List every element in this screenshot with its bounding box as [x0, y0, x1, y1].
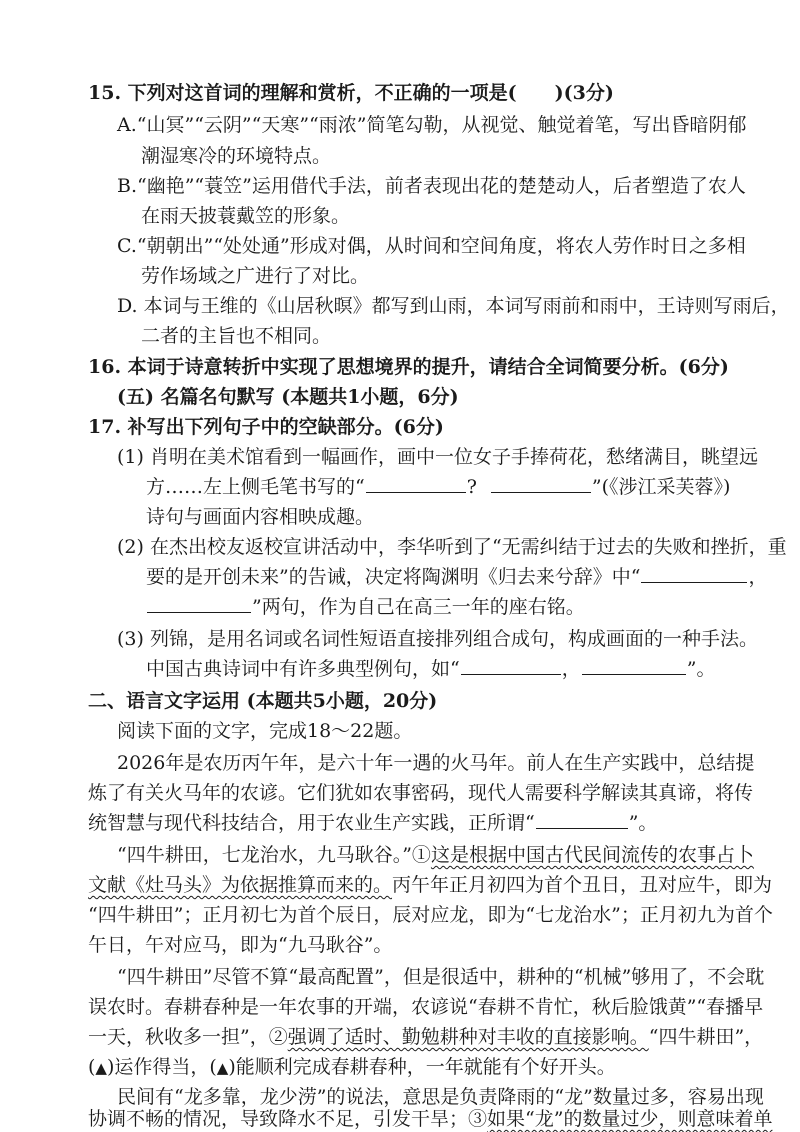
- q17-part3-line1: (3) 列锦，是用名词或名词性短语直接排列组合成句，构成画面的一种手法。: [117, 628, 758, 650]
- passage-p2-line4: 午日，午对应马，即为“九马耿谷”。: [88, 934, 393, 956]
- passage-p1-line3: 统智慧与现代科技结合，用于农业生产实践，正所谓“ ”。: [88, 812, 658, 834]
- section-5-heading: (五) 名篇名句默写 (本题共1小题，6分): [117, 386, 459, 408]
- q17-part2-line1: (2) 在杰出校友返校宣讲活动中，李华听到了“无需纠结于过去的失败和挫折，重: [117, 536, 787, 558]
- answer-blank[interactable]: [582, 656, 686, 675]
- passage-p3-line1: “四牛耕田”尽管不算“最高配置”，但是很适中，耕种的“机械”够用了，不会耽: [117, 966, 765, 988]
- passage-p2-line2: 文献《灶马头》为依据推算而来的。丙午年正月初四为首个丑日，丑对应牛，即为: [88, 874, 773, 896]
- q17-part1-line3: 诗句与画面内容相映成趣。: [146, 506, 375, 528]
- passage-p2-line3: “四牛耕田”；正月初七为首个辰日，辰对应龙，即为“七龙治水”；正月初九为首个: [88, 904, 773, 926]
- answer-blank[interactable]: [641, 564, 747, 583]
- passage-p1-line1: 2026年是农历丙午年，是六十年一遇的火马年。前人在生产实践中，总结提: [117, 752, 755, 774]
- answer-blank[interactable]: [366, 474, 466, 493]
- q17-stem: 17. 补写出下列句子中的空缺部分。(6分): [88, 416, 444, 438]
- q17-part2-line2: 要的是开创未来”的告诫，决定将陶渊明《归去来兮辞》中“ ，: [146, 566, 768, 588]
- passage-p2-line1: “四牛耕田，七龙治水，九马耿谷。”①这是根据中国古代民间流传的农事占卜: [117, 844, 754, 866]
- part2-heading: 二、语言文字运用 (本题共5小题，20分): [88, 690, 438, 712]
- underlined-sentence-1-cont: 文献《灶马头》为依据推算而来的。: [88, 874, 393, 896]
- q15-stem: 15. 下列对这首词的理解和赏析，不正确的一项是( )(3分): [88, 82, 614, 104]
- part2-intro: 阅读下面的文字，完成18～22题。: [117, 720, 413, 742]
- answer-blank[interactable]: [491, 474, 591, 493]
- q15-option-d: D. 本词与王维的《山居秋暝》都写到山雨，本词写雨前和雨中，王诗则写雨后，: [117, 295, 790, 317]
- answer-blank[interactable]: [147, 594, 251, 613]
- q17-part1-line2: 方……左上侧毛笔书写的“ ? ”(《涉江采芙蓉》): [146, 476, 731, 498]
- q15-option-a-cont: 潮湿寒冷的环境特点。: [141, 145, 332, 167]
- q15-option-b-cont: 在雨天披蓑戴笠的形象。: [141, 205, 351, 227]
- q15-option-d-cont: 二者的主旨也不相同。: [141, 325, 332, 347]
- q15-option-b: B.“幽艳”“蓑笠”运用借代手法，前者表现出花的楚楚动人，后者塑造了农人: [117, 175, 746, 197]
- underlined-sentence-1: 这是根据中国古代民间流传的农事占卜: [430, 844, 754, 866]
- q15-option-c-cont: 劳作场域之广进行了对比。: [141, 265, 370, 287]
- passage-p3-line3: 一天，秋收多一担”，②强调了适时、勤勉耕种对丰收的直接影响。“四牛耕田”，: [88, 1026, 764, 1048]
- q17-part3-line2: 中国古典诗词中有许多典型例句，如“ ， ”。: [146, 658, 716, 680]
- q15-option-a: A.“山冥”“云阴”“天寒”“雨浓”简笔勾勒，从视觉、触觉着笔，写出昏暗阴郁: [117, 114, 747, 136]
- triangle-blank-icon: ▲: [216, 1059, 229, 1077]
- underlined-sentence-3: 如果“龙”的数量过少，则意味着单: [487, 1108, 773, 1130]
- answer-blank[interactable]: [461, 656, 561, 675]
- passage-p3-line2: 误农时。春耕春种是一年农事的开端，农谚说“春耕不肯忙，秋后脸饿黄”“春播早: [88, 996, 764, 1018]
- passage-p1-line2: 炼了有关火马年的农谚。它们犹如农事密码，现代人需要科学解读其真谛，将传: [88, 782, 754, 804]
- q16-stem: 16. 本词于诗意转折中实现了思想境界的提升，请结合全词简要分析。(6分): [88, 356, 729, 378]
- passage-p3-line4: (▲)运作得当，(▲)能顺利完成春耕春种，一年就能有个好开头。: [88, 1056, 616, 1078]
- passage-p4-line2: 协调不畅的情况，导致降水不足，引发干旱；③如果“龙”的数量过少，则意味着单: [88, 1108, 773, 1130]
- underlined-sentence-2: 强调了适时、勤勉耕种对丰收的直接影响。: [287, 1026, 649, 1048]
- answer-blank[interactable]: [536, 810, 628, 829]
- triangle-blank-icon: ▲: [95, 1059, 107, 1077]
- q15-option-c: C.“朝朝出”“处处通”形成对偶，从时间和空间角度，将农人劳作时日之多相: [117, 235, 746, 257]
- q17-part2-line3: ”两句，作为自己在高三一年的座右铭。: [146, 594, 585, 620]
- q17-part1-line1: (1) 肖明在美术馆看到一幅画作，画中一位女子手捧荷花，愁绪满目，眺望远: [117, 446, 758, 468]
- passage-p4-line1: 民间有“龙多靠，龙少涝”的说法，意思是负责降雨的“龙”数量过多，容易出现: [117, 1086, 764, 1108]
